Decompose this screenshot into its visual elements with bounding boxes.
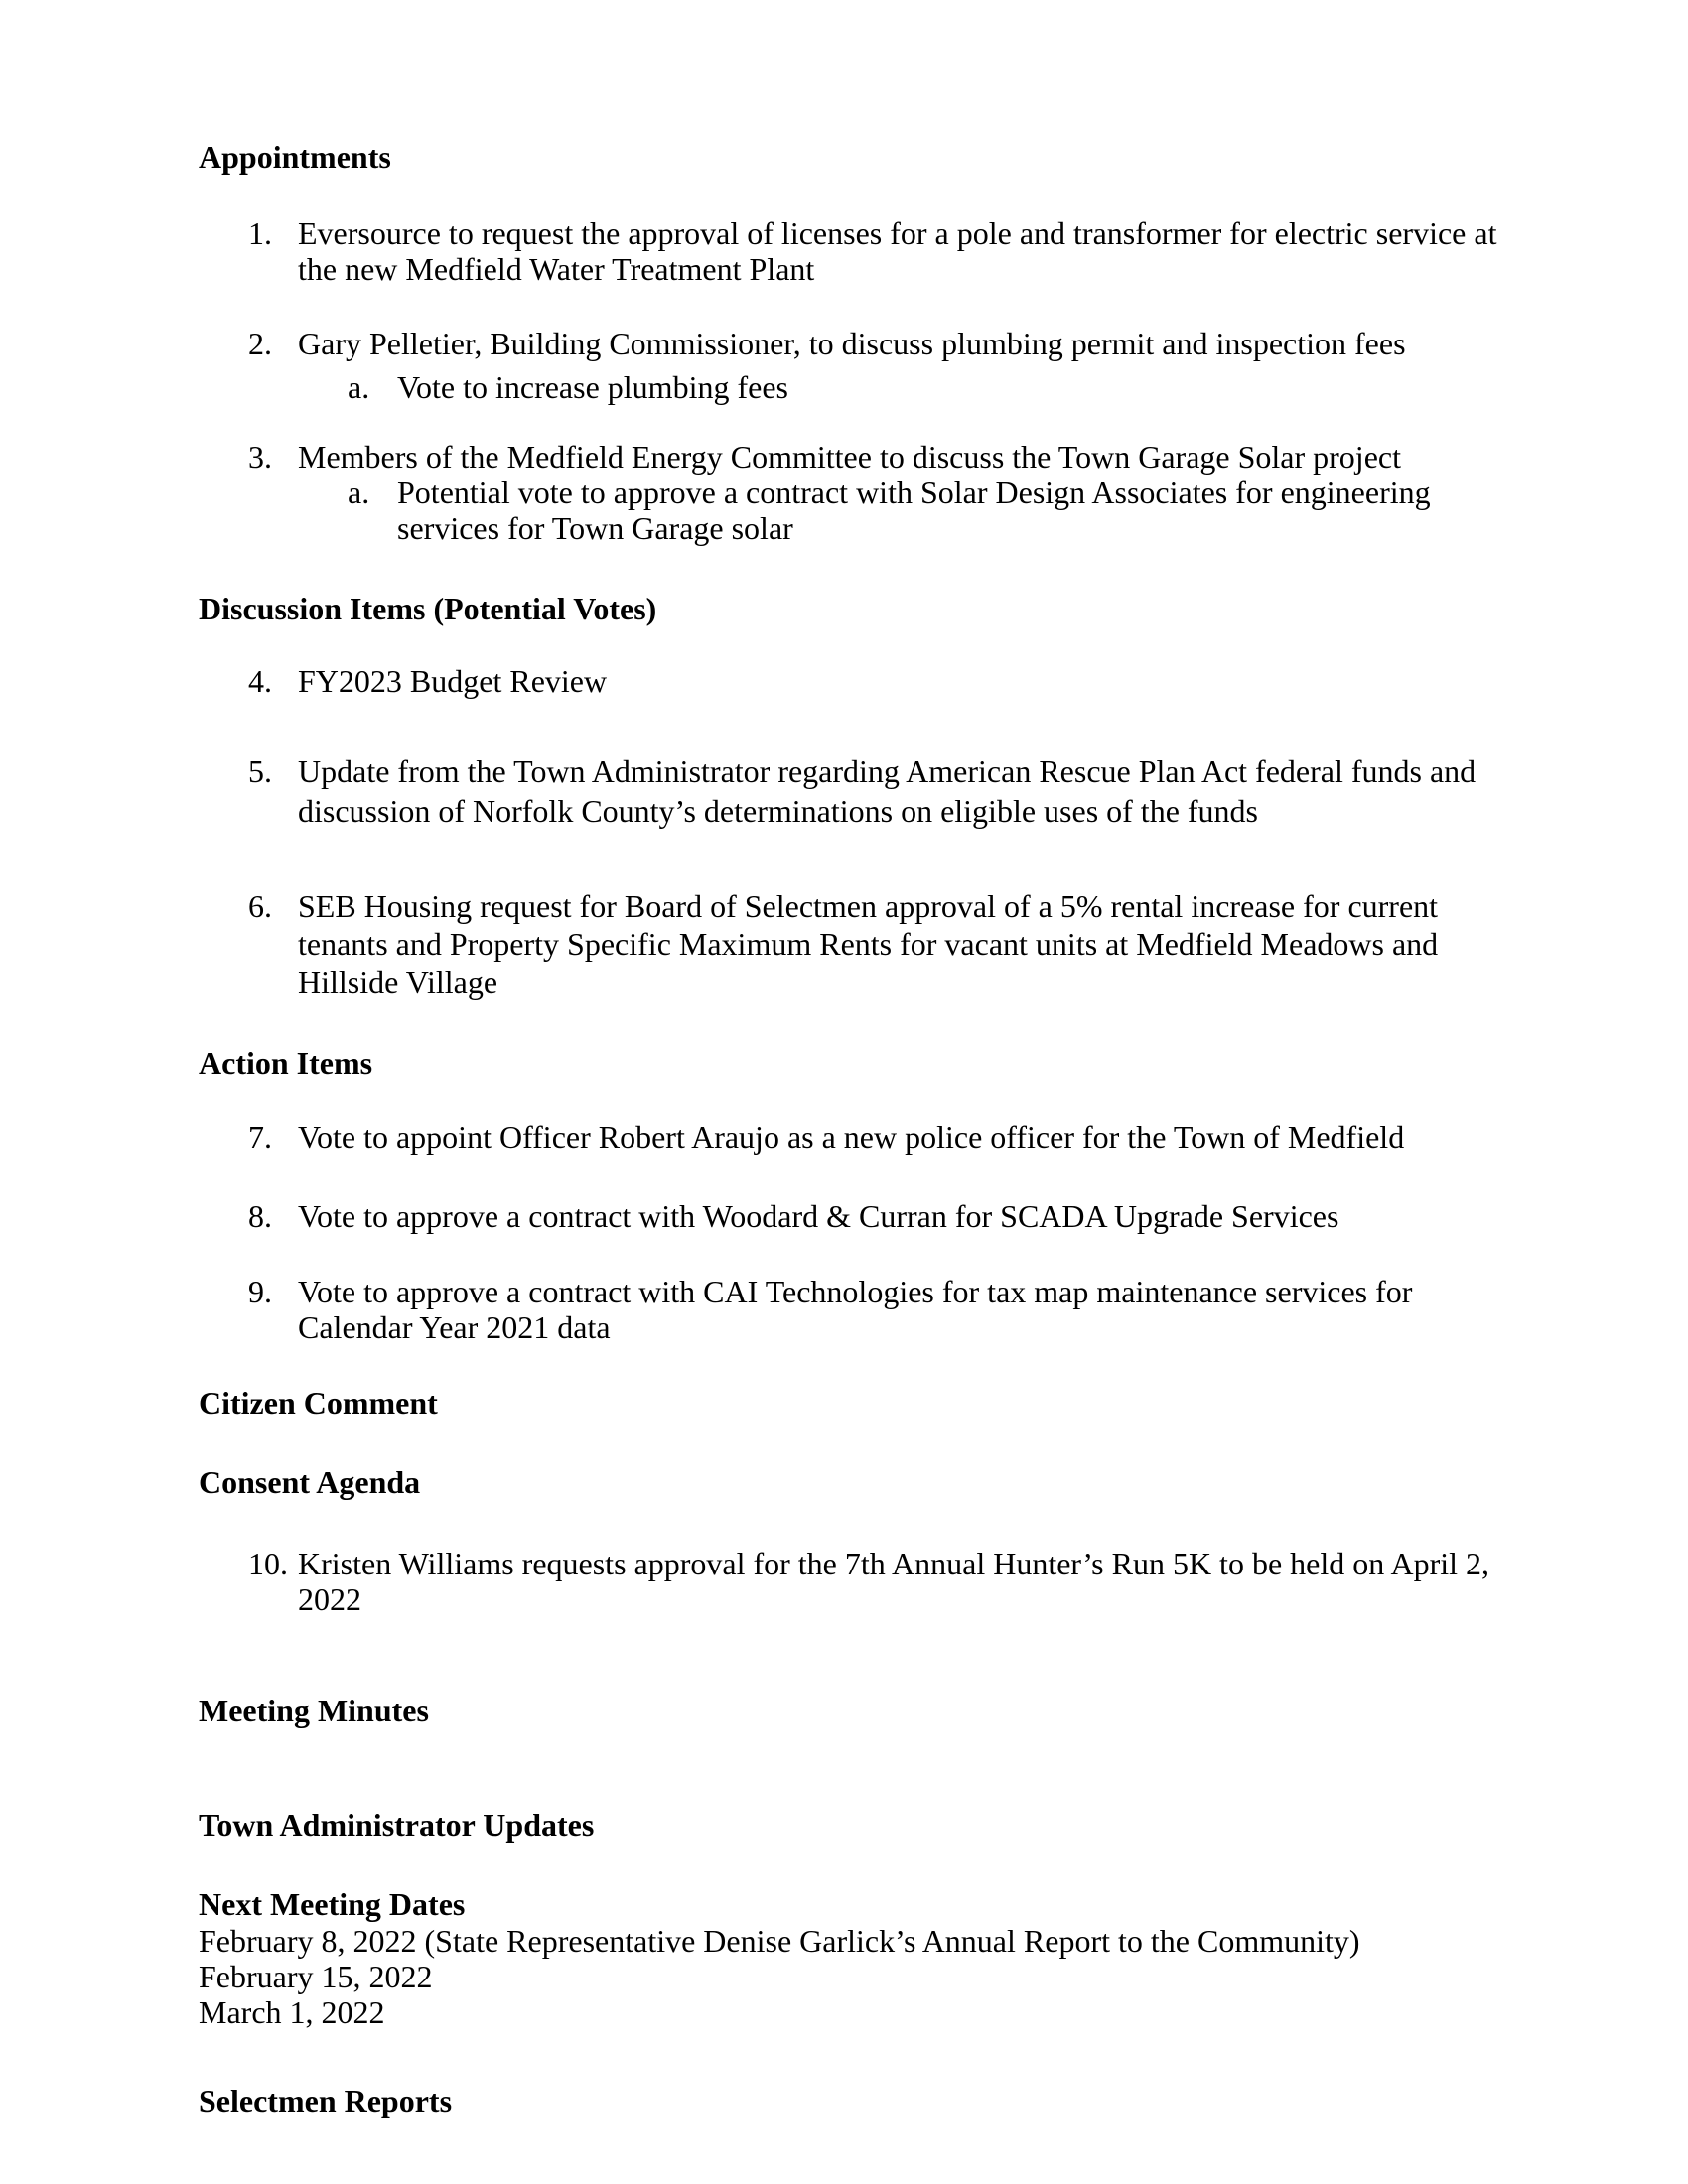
subitem-letter: a. — [348, 369, 370, 405]
agenda-item-3 — [199, 439, 1499, 475]
section-heading-appointments: Appointments — [199, 139, 391, 175]
item-number: 10. — [248, 1546, 288, 1581]
section-heading-action-items: Action Items — [199, 1045, 373, 1081]
section-heading-consent-agenda: Consent Agenda — [199, 1464, 421, 1500]
item-text: SEB Housing request for Board of Selectmen approval of a 5% rental increase for current tenants and Property Specific Maximum Rents for vacant units at Medfield Meadows and Hillside Village — [298, 888, 1439, 1000]
item-number: 2. — [248, 326, 272, 361]
subitem-text: Potential vote to approve a contract with Solar Design Associates for engineering services for Town Garage solar — [397, 475, 1431, 546]
item-number: 8. — [248, 1198, 272, 1234]
agenda-item-4 — [199, 663, 1499, 699]
item-number: 3. — [248, 439, 272, 475]
item-number: 1. — [248, 215, 272, 251]
meeting-date: February 15, 2022 — [199, 1959, 433, 1994]
section-heading-selectmen-reports: Selectmen Reports — [199, 2083, 453, 2118]
item-text: Members of the Medfield Energy Committee to discuss the Town Garage Solar project — [298, 439, 1401, 475]
meeting-date: March 1, 2022 — [199, 1994, 385, 2030]
agenda-item-8 — [199, 1198, 1499, 1234]
agenda-item-10 — [199, 1546, 1499, 1617]
section-heading-citizen-comment: Citizen Comment — [199, 1385, 438, 1421]
item-text: Vote to approve a contract with Woodard & Curran for SCADA Upgrade Services — [298, 1198, 1339, 1234]
subitem-text: Vote to increase plumbing fees — [397, 369, 788, 405]
item-number: 9. — [248, 1274, 272, 1309]
item-text: Update from the Town Administrator regarding American Rescue Plan Act federal funds and discussion of Norfolk County’s determinations on eligible uses of the funds — [298, 753, 1477, 829]
item-text: Kristen Williams requests approval for the 7th Annual Hunter’s Run 5K to be held on April 2, 2022 — [298, 1546, 1490, 1617]
item-number: 4. — [248, 663, 272, 699]
item-text: Gary Pelletier, Building Commissioner, to discuss plumbing permit and inspection fees — [298, 326, 1406, 361]
agenda-item-7 — [199, 1119, 1499, 1155]
next-meeting-dates-list — [199, 1923, 1499, 2030]
agenda-item-2 — [199, 326, 1499, 361]
item-text: Eversource to request the approval of licenses for a pole and transformer for electric service at the new Medfield Water Treatment Plant — [298, 215, 1497, 287]
section-heading-discussion-items: Discussion Items (Potential Votes) — [199, 591, 657, 626]
agenda-item-9 — [199, 1274, 1499, 1345]
item-number: 6. — [248, 888, 272, 924]
section-heading-next-meeting-dates: Next Meeting Dates — [199, 1886, 466, 1922]
agenda-item-1 — [199, 215, 1499, 287]
agenda-item-6 — [199, 887, 1499, 1001]
agenda-item-5 — [199, 751, 1499, 831]
meeting-date: February 8, 2022 (State Representative Denise Garlick’s Annual Report to the Community) — [199, 1923, 1360, 1959]
item-number: 5. — [248, 753, 272, 789]
item-text: Vote to approve a contract with CAI Technologies for tax map maintenance services for Calendar Year 2021 data — [298, 1274, 1413, 1345]
item-text: FY2023 Budget Review — [298, 663, 608, 699]
item-number: 7. — [248, 1119, 272, 1155]
agenda-subitem-2a — [199, 369, 1499, 405]
section-heading-meeting-minutes: Meeting Minutes — [199, 1693, 429, 1728]
subitem-letter: a. — [348, 475, 370, 510]
agenda-subitem-3a — [199, 475, 1499, 546]
section-heading-town-administrator-updates: Town Administrator Updates — [199, 1807, 595, 1843]
item-text: Vote to appoint Officer Robert Araujo as a new police officer for the Town of Medfield — [298, 1119, 1405, 1155]
